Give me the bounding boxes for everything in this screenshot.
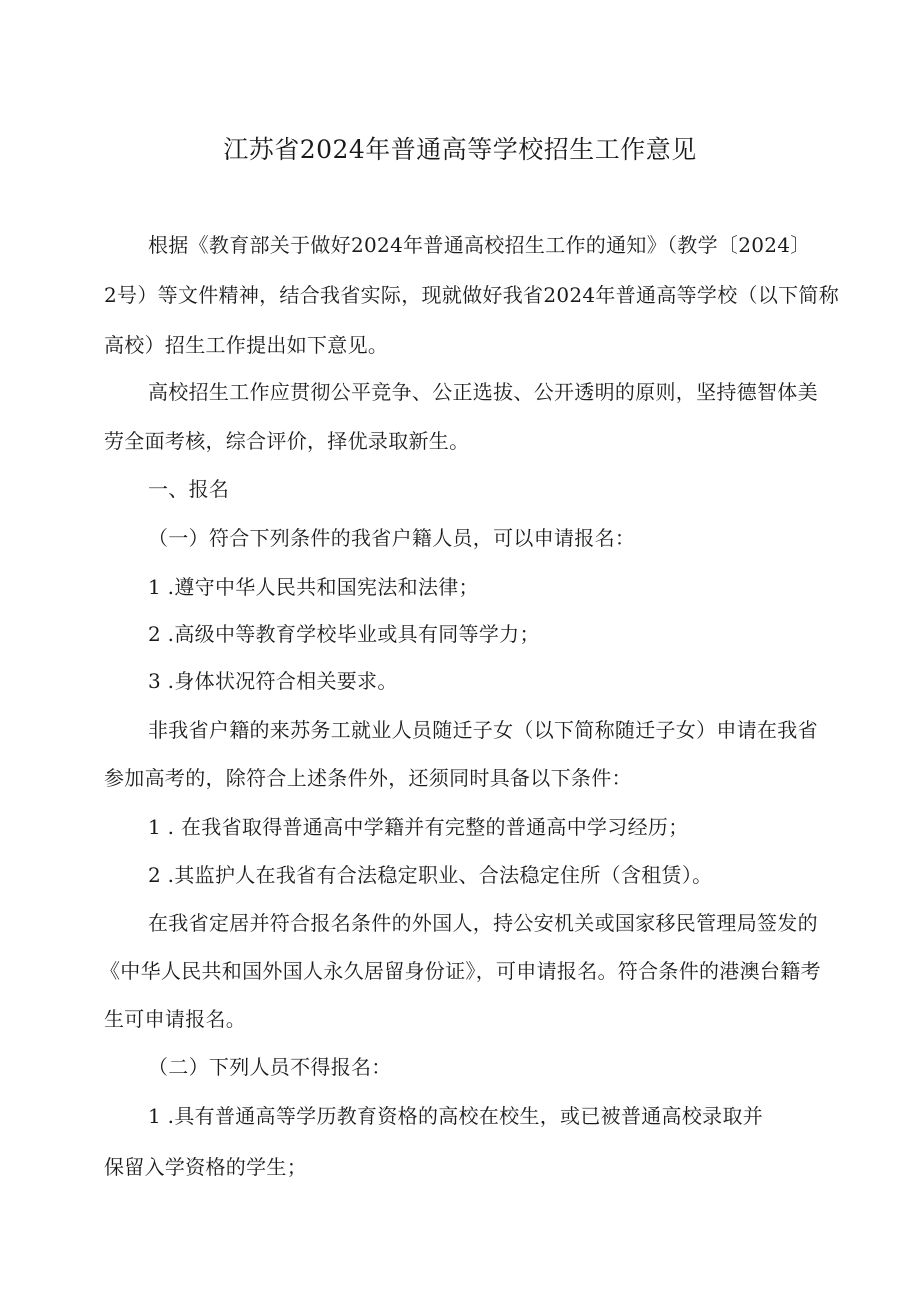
paragraph-line: 高校）招生工作提出如下意见。: [104, 333, 389, 357]
paragraph-line: 2号）等文件精神，结合我省实际，现就做好我省2024年普通高等学校（以下简称: [104, 283, 840, 307]
paragraph-line: 保留入学资格的学生；: [104, 1155, 307, 1179]
list-item: 1 .遵守中华人民共和国宪法和法律；: [148, 575, 479, 599]
list-item: 1 .具有普通高等学历教育资格的高校在校生，或已被普通高校录取并: [148, 1104, 764, 1128]
subsection-heading: （二）下列人员不得报名：: [148, 1055, 392, 1079]
list-item: 2 .高级中等教育学校毕业或具有同等学力；: [148, 622, 540, 646]
subsection-heading: （一）符合下列条件的我省户籍人员，可以申请报名：: [148, 526, 636, 550]
paragraph-line: 劳全面考核，综合评价，择优录取新生。: [104, 429, 470, 453]
list-item: 2 .其监护人在我省有合法稳定职业、合法稳定住所（含租赁）。: [148, 863, 713, 887]
page-title: 江苏省2024年普通高等学校招生工作意见: [223, 135, 697, 164]
paragraph-line: 参加高考的，除符合上述条件外，还须同时具备以下条件：: [104, 766, 632, 790]
paragraph-line: 根据《教育部关于做好2024年普通高校招生工作的通知》（教学〔2024〕: [148, 233, 811, 257]
section-heading: 一、报名: [148, 477, 230, 501]
paragraph-line: 在我省定居并符合报名条件的外国人，持公安机关或国家移民管理局签发的: [148, 911, 818, 935]
paragraph-line: 非我省户籍的来苏务工就业人员随迁子女（以下简称随迁子女）申请在我省: [148, 718, 818, 742]
paragraph-line: 高校招生工作应贯彻公平竞争、公正选拔、公开透明的原则，坚持德智体美: [148, 380, 818, 404]
list-item: 3 .身体状况符合相关要求。: [148, 669, 398, 693]
paragraph-line: 《中华人民共和国外国人永久居留身份证》，可申请报名。符合条件的港澳台籍考: [100, 959, 821, 983]
list-item: 1 . 在我省取得普通高中学籍并有完整的普通高中学习经历；: [148, 815, 689, 839]
paragraph-line: 生可申请报名。: [104, 1007, 247, 1031]
